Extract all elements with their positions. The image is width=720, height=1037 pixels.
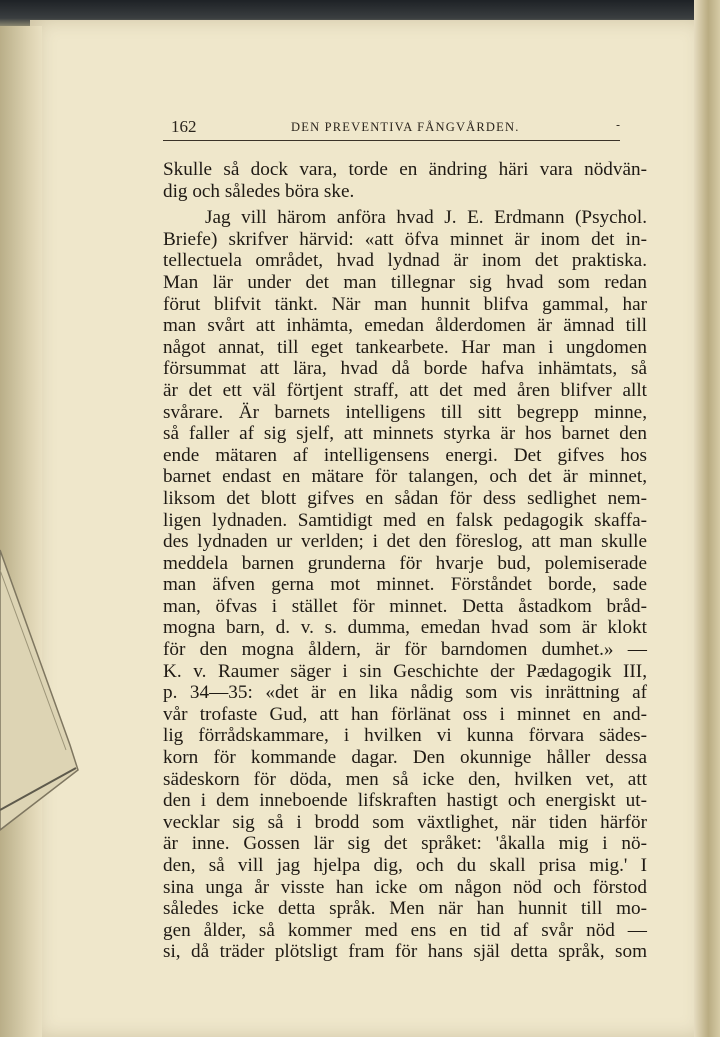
body-text xyxy=(163,159,647,963)
text-line: lig förrådskammare, i hvilken vi kunna förvara sädes- xyxy=(163,725,647,747)
text-line: för den mogna åldern, är för barndomen dumhet.» — xyxy=(163,639,647,661)
text-line: Man lär under det man tillegnar sig hvad som redan xyxy=(163,271,647,293)
book-right-edge xyxy=(694,0,720,1037)
text-line: man äfven gerna mot minnet. Förståndet borde, sade xyxy=(163,574,647,596)
page-number: 162 xyxy=(171,117,197,136)
text-line: något annat, till eget tankearbete. Har man i ungdomen xyxy=(163,336,647,358)
text-line: tellectuela området, hvad lydnad är inom det praktiska. xyxy=(163,250,647,272)
text-line: försummat att lära, hvad då borde hafva inhämtats, så xyxy=(163,358,647,380)
text-line: meddela barnen grunderna för hvarje bud, polemiserade xyxy=(163,552,647,574)
bookmark-ribbon-icon xyxy=(0,530,90,860)
running-title: DEN PREVENTIVA FÅNGVÅRDEN. xyxy=(291,120,520,134)
text-line: barnet endast en mätare för talangen, och det är minnet, xyxy=(163,466,647,488)
text-line: den i dem inneboende lifskraften hastigt och energiskt ut- xyxy=(163,790,647,812)
text-line: den, så vill jag hjelpa dig, och du skall prisa mig.' I xyxy=(163,855,647,876)
text-line: p. 34—35: «det är en lika nådig som vis inrättning af xyxy=(163,682,647,704)
text-line: man, öfvas i stället för minnet. Detta åstadkom bråd- xyxy=(163,595,647,617)
text-line: des lydnaden ur verlden; i det den föreslog, att man skulle xyxy=(163,531,647,553)
page-header xyxy=(163,112,620,141)
text-line: korn för kommande dagar. Den okunnige håller dessa xyxy=(163,747,647,769)
text-line: ligen lydnaden. Samtidigt med en falsk pedagogik skaffa- xyxy=(163,509,647,531)
text-line: man svårt att inhämta, emedan ålderdomen är ämnad till xyxy=(163,315,647,337)
text-line: är inne. Gossen lär sig det språket: 'åkalla mig i nö- xyxy=(163,833,647,855)
text-line: svårare. Är barnets intelligens till sitt begrepp minne, xyxy=(163,401,647,423)
text-line: sädeskorn för döda, men så icke den, hvilken vet, att xyxy=(163,768,647,790)
text-line: vecklar sig så i brodd som växtlighet, när tiden härför xyxy=(163,811,647,833)
text-line: si, då träder plötsligt fram för hans själ detta språk, som xyxy=(163,941,647,963)
text-line: så faller af sig sjelf, att minnets styrka är hos barnet den xyxy=(163,423,647,445)
text-line: Briefe) skrifver härvid: «att öfva minnet är inom det in- xyxy=(163,228,647,250)
text-line: mogna barn, d. v. s. dumma, emedan hvad som är klokt xyxy=(163,617,647,639)
text-line: är det ett väl förtjent straff, att det med åren blifver allt xyxy=(163,379,647,401)
text-line: Skulle så dock vara, torde en ändring häri vara nödvän- xyxy=(163,159,647,180)
text-line: således icke detta språk. Men när han hunnit till mo- xyxy=(163,898,647,920)
text-line: Jag vill härom anföra hvad J. E. Erdmann (Psychol. xyxy=(205,207,647,229)
text-line: vår trofaste Gud, att han förlänat oss i minnet en and- xyxy=(163,703,647,725)
text-line: K. v. Raumer säger i sin Geschichte der Pædagogik III, xyxy=(163,660,647,682)
text-line: dig och således böra ske. xyxy=(163,180,355,202)
text-line: förut blifvit tänkt. När man hunnit blifva gammal, har xyxy=(163,293,647,315)
header-mark: - xyxy=(615,118,620,132)
text-line: ende mätaren af intelligensens energi. Det gifves hos xyxy=(163,444,647,466)
text-line: sina unga år visste han icke om någon nöd och förstod xyxy=(163,876,647,898)
text-line: gen ålder, så kommer med ens en tid af svår nöd — xyxy=(163,919,647,941)
text-line: liksom det blott gifves en sådan för dess sedlighet nem- xyxy=(163,487,647,509)
